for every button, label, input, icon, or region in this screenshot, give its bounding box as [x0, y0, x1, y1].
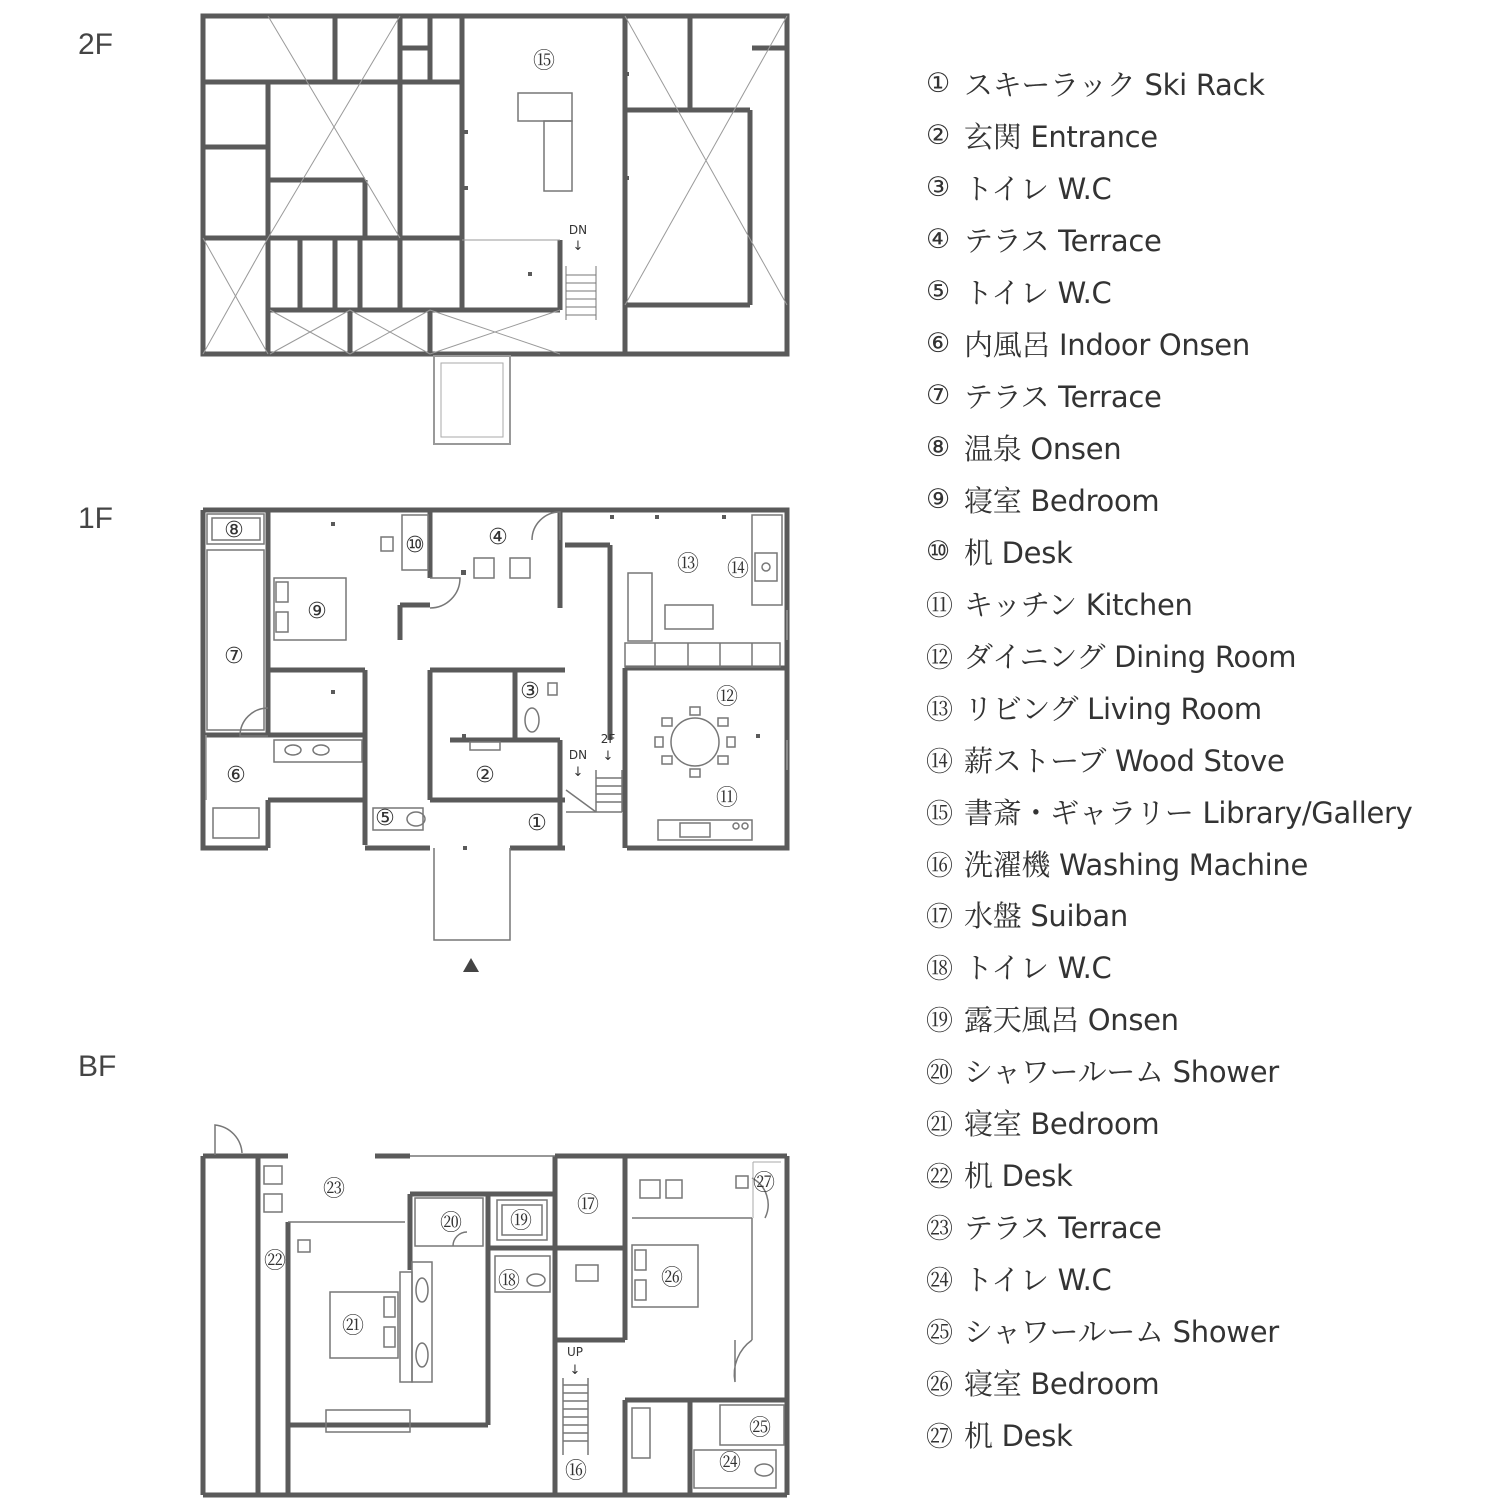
- plan-number-12: ⑫: [715, 685, 739, 710]
- legend-number: ㉒: [926, 1162, 953, 1194]
- plan-number-14: ⑭: [726, 557, 750, 582]
- room-legend: [926, 58, 1486, 1460]
- legend-item: [926, 1408, 1486, 1460]
- legend-item: [926, 889, 1486, 941]
- legend-text: シャワールーム Shower: [964, 1055, 1279, 1090]
- plan-number-13: ⑬: [676, 552, 700, 577]
- legend-text: トイレ W.C: [964, 1263, 1112, 1298]
- plan-number-18: ⑱: [497, 1269, 521, 1294]
- legend-item: [926, 422, 1486, 474]
- plan-number-22: ㉒: [263, 1249, 287, 1274]
- legend-text: 寝室 Bedroom: [964, 1107, 1160, 1142]
- plan-number-16: ⑯: [564, 1459, 588, 1484]
- legend-text: 寝室 Bedroom: [964, 483, 1160, 518]
- legend-item: [926, 266, 1486, 318]
- plan-1f: [203, 510, 787, 940]
- plan-number-5: ⑤: [375, 806, 395, 831]
- legend-text: 温泉 Onsen: [964, 432, 1122, 467]
- legend-text: テラス Terrace: [964, 1211, 1162, 1246]
- legend-text: トイレ W.C: [964, 172, 1112, 207]
- legend-number: ③: [926, 172, 950, 204]
- legend-item: [926, 785, 1486, 837]
- entrance-triangle-icon: [463, 958, 479, 972]
- legend-number: ⑮: [926, 798, 953, 830]
- plan-number-11: ⑪: [715, 786, 739, 811]
- legend-number: ㉑: [926, 1110, 953, 1142]
- legend-text: キッチン Kitchen: [964, 587, 1193, 622]
- legend-text: 机 Desk: [964, 535, 1073, 570]
- legend-text: 寝室 Bedroom: [964, 1366, 1160, 1401]
- legend-item: [926, 1097, 1486, 1149]
- legend-item: [926, 162, 1486, 214]
- floor-label-bf: BF: [78, 1050, 117, 1083]
- plan-number-1: ①: [527, 811, 547, 836]
- legend-item: [926, 1045, 1486, 1097]
- legend-number: ⑳: [926, 1058, 953, 1090]
- legend-number: ⑦: [926, 380, 950, 412]
- legend-item: [926, 993, 1486, 1045]
- legend-number: ②: [926, 120, 950, 152]
- legend-item: [926, 58, 1486, 110]
- legend-item: [926, 733, 1486, 785]
- legend-number: ⑭: [926, 746, 953, 778]
- legend-text: 玄関 Entrance: [964, 120, 1158, 155]
- plan-number-2: ②: [475, 763, 495, 788]
- legend-number: ⑲: [926, 1006, 953, 1038]
- legend-number: ⑯: [926, 850, 953, 882]
- legend-item: [926, 1149, 1486, 1201]
- legend-text: テラス Terrace: [964, 224, 1162, 259]
- legend-item: [926, 629, 1486, 681]
- legend-number: ㉓: [926, 1214, 953, 1246]
- legend-text: トイレ W.C: [964, 276, 1112, 311]
- plan-number-26: ㉖: [660, 1266, 684, 1291]
- stair-2f-label: 2F: [600, 732, 616, 746]
- legend-number: ⑩: [926, 535, 950, 567]
- legend-item: [926, 577, 1486, 629]
- plan-number-7: ⑦: [224, 644, 244, 669]
- legend-item: [926, 1201, 1486, 1253]
- legend-text: 内風呂 Indoor Onsen: [964, 328, 1250, 363]
- legend-item: [926, 525, 1486, 577]
- legend-text: ダイニング Dining Room: [964, 639, 1297, 674]
- legend-number: ㉖: [926, 1369, 953, 1401]
- plan-number-19: ⑲: [509, 1209, 533, 1234]
- legend-text: 薪ストーブ Wood Stove: [964, 743, 1285, 778]
- legend-text: シャワールーム Shower: [964, 1314, 1279, 1349]
- legend-text: トイレ W.C: [964, 951, 1112, 986]
- legend-number: ⑰: [926, 902, 953, 934]
- legend-number: ⑥: [926, 328, 950, 360]
- legend-number: ⑨: [926, 483, 950, 515]
- legend-text: 机 Desk: [964, 1418, 1073, 1453]
- legend-item: [926, 110, 1486, 162]
- stair-arrow-2f: ↓: [572, 239, 584, 254]
- legend-number: ⑤: [926, 276, 950, 308]
- legend-number: ㉕: [926, 1317, 953, 1349]
- plan-number-20: ⑳: [439, 1211, 463, 1236]
- legend-number: ⑧: [926, 432, 950, 464]
- plan-number-27: ㉗: [752, 1171, 776, 1196]
- stair-dn-label-1f: DN: [568, 748, 588, 762]
- plan-number-24: ㉔: [718, 1451, 742, 1476]
- plan-bf: [203, 1125, 787, 1495]
- plan-number-3: ③: [520, 679, 540, 704]
- legend-number: ⑱: [926, 954, 953, 986]
- floor-label-1f: 1F: [78, 502, 114, 535]
- legend-item: [926, 1356, 1486, 1408]
- legend-item: [926, 474, 1486, 526]
- stair-arrow-2f-up: ↓: [602, 749, 614, 764]
- plan-number-23: ㉓: [322, 1177, 346, 1202]
- stair-up-label-bf: UP: [566, 1345, 584, 1359]
- plan-number-6: ⑥: [226, 763, 246, 788]
- plan-2f: [203, 16, 787, 444]
- legend-item: [926, 370, 1486, 422]
- plan-number-17: ⑰: [576, 1193, 600, 1218]
- plan-number-9: ⑨: [307, 599, 327, 624]
- plan-number-10: ⑩: [405, 533, 425, 558]
- legend-number: ㉔: [926, 1266, 953, 1298]
- legend-item: [926, 318, 1486, 370]
- legend-text: 露天風呂 Onsen: [964, 1003, 1179, 1038]
- legend-number: ㉗: [926, 1421, 953, 1453]
- plan-number-4: ④: [488, 525, 508, 550]
- plan-number-8: ⑧: [224, 518, 244, 543]
- legend-item: [926, 1253, 1486, 1305]
- legend-number: ⑬: [926, 694, 953, 726]
- legend-item: [926, 214, 1486, 266]
- stair-arrow-bf: ↓: [569, 1363, 581, 1378]
- legend-text: 洗濯機 Washing Machine: [964, 847, 1309, 882]
- legend-text: リビング Living Room: [964, 691, 1262, 726]
- stair-dn-label-2f: DN: [568, 223, 588, 237]
- legend-number: ④: [926, 224, 950, 256]
- plan-number-21: ㉑: [341, 1314, 365, 1339]
- plan-number-25: ㉕: [748, 1416, 772, 1441]
- floor-label-2f: 2F: [78, 28, 114, 61]
- legend-item: [926, 1305, 1486, 1357]
- legend-text: テラス Terrace: [964, 380, 1162, 415]
- legend-number: ⑪: [926, 590, 953, 622]
- stair-arrow-1f: ↓: [572, 765, 584, 780]
- legend-item: [926, 837, 1486, 889]
- legend-text: 水盤 Suiban: [964, 899, 1128, 934]
- legend-text: 書斎・ギャラリー Library/Gallery: [964, 795, 1413, 830]
- plan-1f-numbers: [224, 518, 749, 836]
- legend-text: スキーラック Ski Rack: [964, 68, 1265, 103]
- legend-number: ①: [926, 68, 950, 100]
- legend-text: 机 Desk: [964, 1159, 1073, 1194]
- legend-item: [926, 681, 1486, 733]
- plan-number-15: ⑮: [532, 49, 556, 74]
- legend-item: [926, 941, 1486, 993]
- legend-number: ⑫: [926, 642, 953, 674]
